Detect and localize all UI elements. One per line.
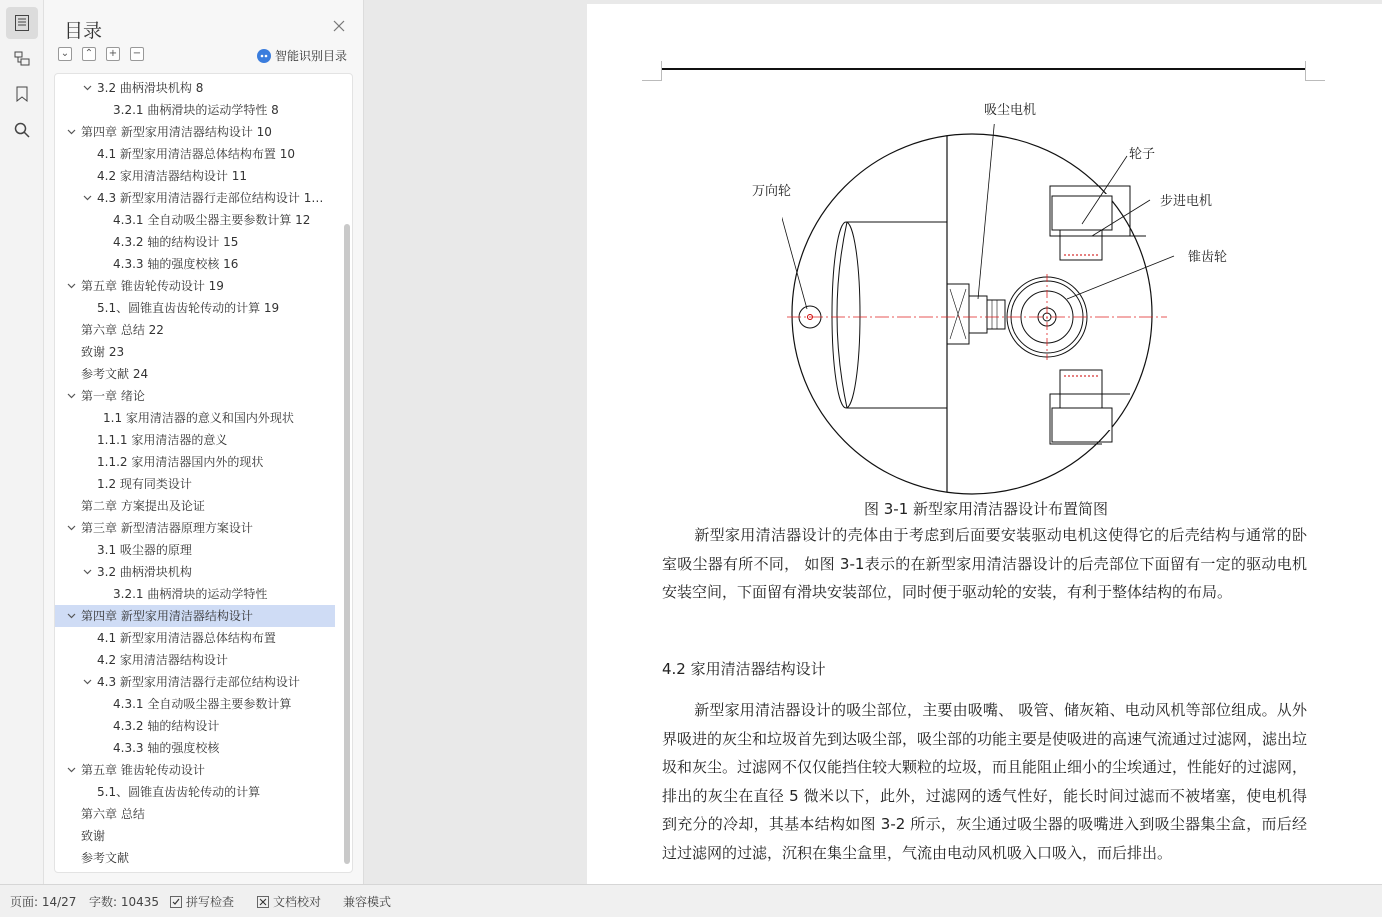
chevron-down-icon[interactable] bbox=[81, 671, 93, 693]
toc-item-label: 4.3.3 轴的强度校核 16 bbox=[113, 257, 239, 271]
toc-item[interactable] bbox=[55, 231, 335, 253]
toc-item[interactable] bbox=[55, 407, 335, 429]
proofread-button[interactable] bbox=[257, 893, 321, 910]
remove-item-icon[interactable]: − bbox=[130, 47, 144, 61]
toc-title: 目录 bbox=[64, 20, 103, 42]
label-bevel-gear: 锥齿轮 bbox=[1188, 250, 1228, 265]
toc-item-label: 致谢 bbox=[81, 829, 106, 843]
toc-scrollbar[interactable] bbox=[344, 224, 350, 864]
status-bar bbox=[0, 884, 1382, 917]
label-wheel: 轮子 bbox=[1129, 147, 1156, 162]
toc-item[interactable] bbox=[55, 451, 335, 473]
toc-item-label: 1.1 家用清洁器的意义和国内外现状 bbox=[103, 411, 294, 425]
toc-item[interactable] bbox=[55, 847, 335, 869]
outline-icon[interactable] bbox=[6, 42, 38, 74]
body-paragraph bbox=[662, 521, 1307, 607]
toc-item[interactable] bbox=[55, 429, 335, 451]
crop-mark bbox=[642, 61, 662, 81]
close-icon[interactable] bbox=[332, 18, 346, 32]
toc-item-label: 4.3.3 轴的强度校核 bbox=[113, 741, 220, 755]
toc-item[interactable] bbox=[55, 165, 335, 187]
toc-item-label: 4.1 新型家用清洁器总体结构布置 bbox=[97, 631, 276, 645]
word-count[interactable]: 字数: 10435 bbox=[89, 895, 160, 909]
toc-item-label: 4.3.2 轴的结构设计 bbox=[113, 719, 220, 733]
toc-item[interactable] bbox=[55, 561, 335, 583]
toc-item[interactable] bbox=[55, 539, 335, 561]
smart-toc-icon bbox=[257, 49, 271, 63]
toc-item[interactable] bbox=[55, 495, 335, 517]
toc-item-label: 4.2 家用清洁器结构设计 bbox=[97, 653, 228, 667]
toc-item[interactable] bbox=[55, 627, 335, 649]
toc-item[interactable] bbox=[55, 693, 335, 715]
toc-item[interactable] bbox=[55, 209, 335, 231]
chevron-down-icon[interactable] bbox=[81, 187, 93, 209]
toc-item[interactable] bbox=[55, 759, 335, 781]
toc-item[interactable] bbox=[55, 297, 335, 319]
toc-item[interactable] bbox=[55, 275, 335, 297]
chevron-down-icon[interactable] bbox=[65, 385, 77, 407]
toc-item-label: 第一章 绪论 bbox=[81, 389, 145, 403]
collapse-all-icon[interactable]: ⌃ bbox=[82, 47, 96, 61]
toc-icon[interactable] bbox=[6, 7, 38, 39]
paragraph-text: 新型家用清洁器设计的吸尘部位，主要由吸嘴、 吸管、储灰箱、电动风机等部位组成。从外界吸进的灰尘和垃圾首先到达吸尘部，吸尘部的功能主要是使吸进的高速气流通过过滤网，滤出垃圾和灰尘。过滤网不仅仅能挡住较大颗粒的垃圾，而且能阻止细小的尘埃通过，性能好的过滤网，排出的灰尘在直径 5 微米以下，此外，过滤网的透气性好，能长时间过滤而不被堵塞，使电机得到充分的冷却，其基本结构如图 3-2 所示，灰尘通过吸尘器的吸嘴进入到吸尘器集尘盒，而后经过过滤网的过滤，沉积在集尘盒里，气流由电动风机吸入口吸入，而后排出。 bbox=[662, 701, 1307, 862]
toc-item-label: 1.1.1 家用清洁器的意义 bbox=[97, 433, 228, 447]
toc-item-label: 5.1、圆锥直齿齿轮传动的计算 19 bbox=[97, 301, 280, 315]
chevron-down-icon[interactable] bbox=[81, 77, 93, 99]
paragraph-text: 新型家用清洁器设计的壳体由于考虑到后面要安装驱动电机这使得它的后壳结构与通常的卧室吸尘器有所不同， 如图 3-1表示的在新型家用清洁器设计的后壳部位下面留有一定的驱动电机安装空间，下面留有滑块安装部位，同时便于驱动轮的安装，有利于整体结构的布局。 bbox=[662, 526, 1307, 602]
proofread-icon bbox=[257, 896, 269, 908]
toc-item-label: 3.2 曲柄滑块机构 8 bbox=[97, 81, 204, 95]
page-indicator[interactable]: 页面: 14/27 bbox=[10, 895, 77, 909]
toc-item[interactable] bbox=[55, 143, 335, 165]
toc-item[interactable] bbox=[55, 363, 335, 385]
toc-item-label: 4.1 新型家用清洁器总体结构布置 10 bbox=[97, 147, 295, 161]
toc-item-label: 参考文献 24 bbox=[81, 367, 149, 381]
toc-item-label: 4.3 新型家用清洁器行走部位结构设计 bbox=[97, 675, 300, 689]
toc-item-label: 3.2.1 曲柄滑块的运动学特性 8 bbox=[113, 103, 279, 117]
header-rule bbox=[662, 68, 1305, 70]
toc-item-label: 第五章 锥齿轮传动设计 bbox=[81, 763, 205, 777]
checkbox-icon bbox=[170, 896, 182, 908]
toc-item-label: 第六章 总结 bbox=[81, 807, 145, 821]
toc-item[interactable] bbox=[55, 319, 335, 341]
toc-item[interactable] bbox=[55, 385, 335, 407]
chevron-down-icon[interactable] bbox=[65, 121, 77, 143]
proofread-label: 文档校对 bbox=[273, 895, 322, 909]
toc-item[interactable] bbox=[55, 187, 335, 209]
toc-item-label: 第二章 方案提出及论证 bbox=[81, 499, 205, 513]
crop-mark bbox=[1305, 61, 1325, 81]
toc-item[interactable] bbox=[55, 517, 335, 539]
toc-item-label: 3.2 曲柄滑块机构 bbox=[97, 565, 192, 579]
toc-item[interactable] bbox=[55, 605, 335, 627]
smart-toc-button[interactable] bbox=[257, 47, 347, 64]
figure-caption: 图 3-1 新型家用清洁器设计布置简图 bbox=[864, 500, 1109, 518]
toc-item-label: 4.3.1 全自动吸尘器主要参数计算 12 bbox=[113, 213, 311, 227]
toc-item[interactable] bbox=[55, 473, 335, 495]
layout-figure bbox=[782, 124, 1182, 499]
toc-item-label: 第三章 新型清洁器原理方案设计 bbox=[81, 521, 253, 535]
toc-item-label: 3.1 吸尘器的原理 bbox=[97, 543, 192, 557]
toc-item[interactable] bbox=[55, 253, 335, 275]
section-heading: 4.2 家用清洁器结构设计 bbox=[662, 660, 826, 678]
toc-item[interactable] bbox=[55, 803, 335, 825]
toc-item-label: 4.3.2 轴的结构设计 15 bbox=[113, 235, 239, 249]
document-page bbox=[587, 4, 1382, 884]
body-paragraph bbox=[662, 696, 1307, 884]
toc-item-label: 1.2 现有同类设计 bbox=[97, 477, 192, 491]
search-icon[interactable] bbox=[6, 114, 38, 146]
toc-item[interactable] bbox=[55, 77, 335, 99]
toc-item-label: 4.2 家用清洁器结构设计 11 bbox=[97, 169, 247, 183]
chevron-down-icon[interactable] bbox=[65, 605, 77, 627]
chevron-down-icon[interactable] bbox=[65, 759, 77, 781]
chevron-down-icon[interactable] bbox=[81, 561, 93, 583]
toc-item[interactable] bbox=[55, 121, 335, 143]
label-caster: 万向轮 bbox=[752, 184, 792, 199]
chevron-down-icon[interactable] bbox=[65, 275, 77, 297]
toc-item[interactable] bbox=[55, 583, 335, 605]
toc-item-label: 5.1、圆锥直齿齿轮传动的计算 bbox=[97, 785, 261, 799]
toc-item-label: 第五章 锥齿轮传动设计 19 bbox=[81, 279, 224, 293]
toc-item-label: 参考文献 bbox=[81, 851, 130, 865]
toc-item-label: 1.1.2 家用清洁器国内外的现状 bbox=[97, 455, 264, 469]
left-rail bbox=[0, 0, 44, 884]
spell-check-label: 拼写检查 bbox=[186, 895, 235, 909]
toc-item-label: 第六章 总结 22 bbox=[81, 323, 164, 337]
spell-check-button[interactable] bbox=[170, 893, 234, 910]
toc-item-label: 4.3.1 全自动吸尘器主要参数计算 bbox=[113, 697, 292, 711]
toc-item-label: 致谢 23 bbox=[81, 345, 125, 359]
toc-item-label: 第四章 新型家用清洁器结构设计 10 bbox=[81, 125, 272, 139]
toc-list bbox=[54, 73, 353, 873]
toc-panel bbox=[44, 0, 364, 884]
toc-item[interactable] bbox=[55, 341, 335, 363]
toc-item[interactable] bbox=[55, 99, 335, 121]
toc-item[interactable] bbox=[55, 781, 335, 803]
toc-item-label: 4.3 新型家用清洁器行走部位结构设计 1… bbox=[97, 191, 324, 205]
label-stepper: 步进电机 bbox=[1160, 194, 1213, 209]
bookmark-icon[interactable] bbox=[6, 78, 38, 110]
toc-item[interactable] bbox=[55, 737, 335, 759]
add-item-icon[interactable]: + bbox=[106, 47, 120, 61]
label-motor: 吸尘电机 bbox=[984, 103, 1037, 118]
toc-item-label: 3.2.1 曲柄滑块的运动学特性 bbox=[113, 587, 268, 601]
smart-toc-label: 智能识别目录 bbox=[275, 49, 348, 63]
chevron-down-icon[interactable] bbox=[65, 517, 77, 539]
toc-item[interactable] bbox=[55, 649, 335, 671]
toc-item-label: 第四章 新型家用清洁器结构设计 bbox=[81, 609, 253, 623]
compat-mode[interactable]: 兼容模式 bbox=[343, 895, 392, 909]
toc-item[interactable] bbox=[55, 825, 335, 847]
toc-item[interactable] bbox=[55, 715, 335, 737]
toc-item[interactable] bbox=[55, 671, 335, 693]
expand-all-icon[interactable]: ⌄ bbox=[58, 47, 72, 61]
